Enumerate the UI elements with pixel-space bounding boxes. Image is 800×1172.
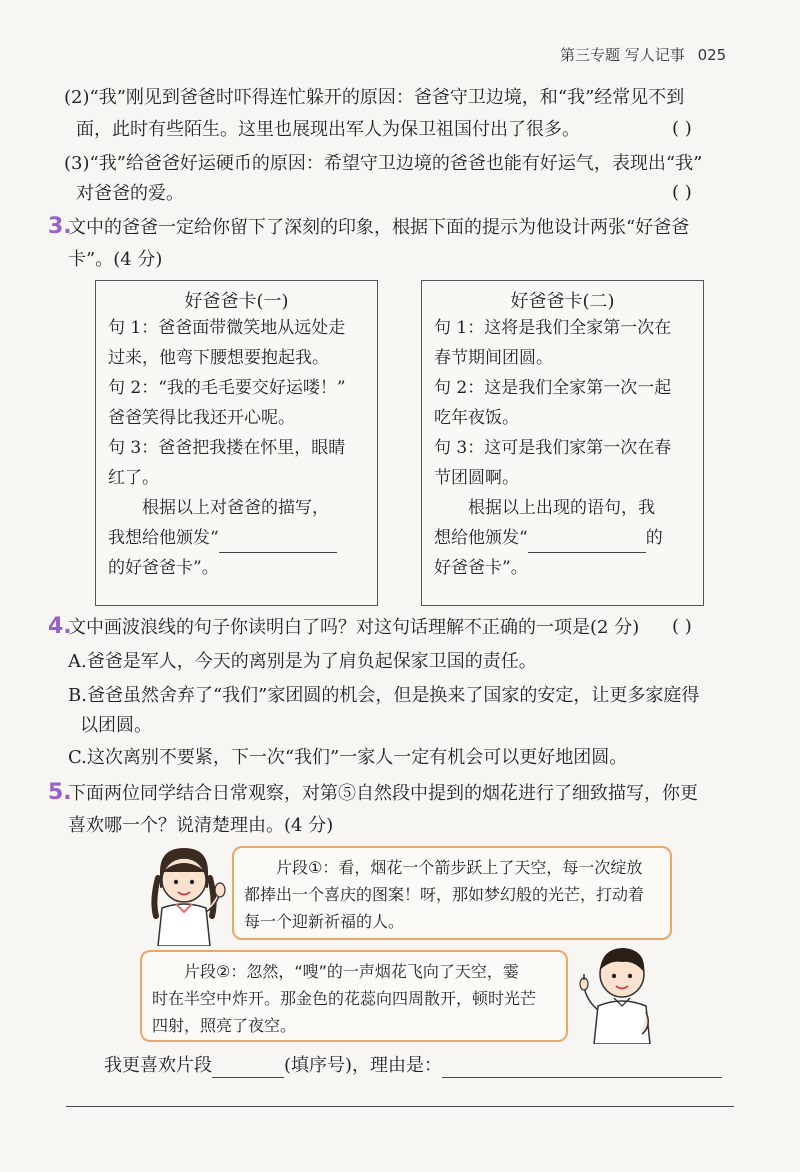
snippet-1-line: 片段①：看，烟花一个箭步跃上了天空，每一次绽放 xyxy=(244,858,643,877)
q2-item3-answer-paren[interactable]: ( ) xyxy=(672,182,692,203)
q4-answer-paren[interactable]: ( ) xyxy=(672,616,692,637)
reason-blank-2[interactable] xyxy=(66,1106,734,1107)
q3-stem-line1: 文中的爸爸一定给你留下了深刻的印象，根据下面的提示为他设计两张“好爸爸 xyxy=(68,217,690,238)
q2-item3-line2: 对爸爸的爱。 xyxy=(76,183,184,204)
card2-award-prefix: 想给他颁发“ xyxy=(434,528,528,548)
card2-line: 吃年夜饭。 xyxy=(434,408,519,428)
snippet-2-line: 四射，照亮了夜空。 xyxy=(152,1016,297,1035)
page-number: 025 xyxy=(697,46,727,64)
card2-award-blank[interactable] xyxy=(528,530,646,553)
card2-award-suffix: 好爸爸卡”。 xyxy=(434,558,528,578)
q4-option-c[interactable]: C.这次离别不要紧，下一次“我们”一家人一定有机会可以更好地团圆。 xyxy=(68,747,628,768)
card1-line: 爸爸笑得比我还开心呢。 xyxy=(108,408,295,428)
girl-illustration-icon xyxy=(140,842,230,946)
answer-prefix: 我更喜欢片段 xyxy=(104,1055,212,1076)
q5-stem-line2: 喜欢哪一个？说清楚理由。(4 分) xyxy=(68,815,334,836)
card1-award-blank[interactable] xyxy=(219,530,337,553)
q2-item2-answer-paren[interactable]: ( ) xyxy=(672,118,692,139)
q5-number: 5. xyxy=(48,780,72,805)
snippet-1-line: 每一个迎新祈福的人。 xyxy=(244,912,405,931)
card2-line: 句 3：这可是我们家第一次在春 xyxy=(434,438,672,458)
q3-number: 3. xyxy=(48,214,72,239)
card2-line: 句 1：这将是我们全家第一次在 xyxy=(434,318,672,338)
good-dad-card-1 xyxy=(95,280,378,606)
answer-row xyxy=(104,1054,722,1078)
page-header xyxy=(560,44,726,65)
card1-line: 句 1：爸爸面带微笑地从远处走 xyxy=(108,318,346,338)
topic-label: 写人记事 xyxy=(624,46,685,64)
card1-line: 句 2：“我的毛毛要交好运喽！” xyxy=(108,378,346,398)
reason-blank-1[interactable] xyxy=(442,1055,722,1078)
q4-option-b-line1[interactable]: B.爸爸虽然舍弃了“我们”家团圆的机会，但是换来了国家的安定，让更多家庭得 xyxy=(68,685,700,706)
card2-award-mid: 的 xyxy=(645,528,663,548)
card2-title: 好爸爸卡(二) xyxy=(510,291,615,312)
card1-title: 好爸爸卡(一) xyxy=(184,291,289,312)
card1-line: 句 3：爸爸把我搂在怀里，眼睛 xyxy=(108,438,346,458)
q2-item2-line1: (2)“我”刚见到爸爸时吓得连忙躲开的原因：爸爸守卫边境，和“我”经常见不到 xyxy=(64,87,685,108)
good-dad-card-2 xyxy=(421,280,704,606)
q2-item2-line2: 面，此时有些陌生。这里也展现出军人为保卫祖国付出了很多。 xyxy=(76,119,580,140)
card2-line: 句 2：这是我们全家第一次一起 xyxy=(434,378,672,398)
q2-item3-line1: (3)“我”给爸爸好运硬币的原因：希望守卫边境的爸爸也能有好运气，表现出“我” xyxy=(64,153,703,174)
card1-line: 过来，他弯下腰想要抱起我。 xyxy=(108,348,329,368)
card2-line: 节团圆啊。 xyxy=(434,468,519,488)
card2-line: 根据以上出现的语句，我 xyxy=(434,498,655,518)
snippet-2-line: 片段②：忽然，“嗖”的一声烟花飞向了天空，霎 xyxy=(152,962,519,981)
card2-line: 春节期间团圆。 xyxy=(434,348,553,368)
q4-option-b-line2[interactable]: 以团圆。 xyxy=(80,715,152,736)
q5-stem-line1: 下面两位同学结合日常观察，对第⑤自然段中提到的烟花进行了细致描写，你更 xyxy=(68,783,698,804)
card1-line: 红了。 xyxy=(108,468,159,488)
snippet-2-bubble xyxy=(140,950,568,1042)
snippet-number-blank[interactable] xyxy=(212,1055,284,1078)
card1-line: 根据以上对爸爸的描写， xyxy=(108,498,329,518)
q3-stem-line2: 卡”。(4 分) xyxy=(68,249,163,270)
snippet-1-line: 都捧出一个喜庆的图案！呀，那如梦幻般的光芒，打动着 xyxy=(244,885,645,904)
q4-option-a[interactable]: A.爸爸是军人，今天的离别是为了肩负起保家卫国的责任。 xyxy=(68,651,537,672)
card1-award-prefix: 我想给他颁发“ xyxy=(108,528,219,548)
q4-stem: 文中画波浪线的句子你读明白了吗？对这句话理解不正确的一项是(2 分) xyxy=(68,617,640,638)
section-label: 第三专题 xyxy=(560,46,621,64)
snippet-2-line: 时在半空中炸开。那金色的花蕊向四周散开，顿时光芒 xyxy=(152,989,537,1008)
answer-mid: (填序号)，理由是： xyxy=(284,1055,443,1076)
card2-award-line xyxy=(434,523,703,553)
snippet-1-bubble xyxy=(232,846,672,940)
card1-award-suffix: 的好爸爸卡”。 xyxy=(108,558,219,578)
card1-award-line xyxy=(108,523,377,553)
q4-number: 4. xyxy=(48,614,72,639)
boy-illustration-icon xyxy=(572,940,672,1044)
